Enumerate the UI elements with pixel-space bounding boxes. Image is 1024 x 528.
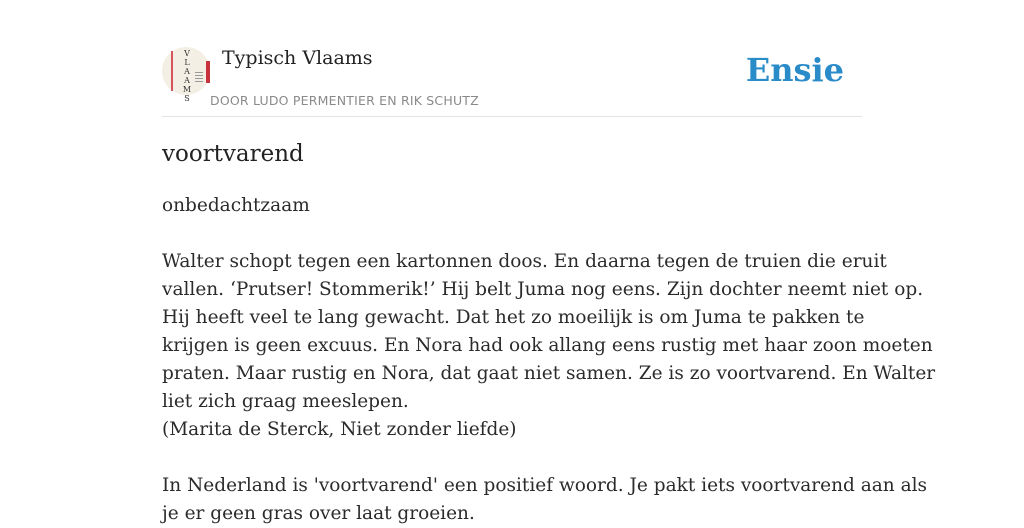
logo-letter: M <box>182 85 192 94</box>
logo-letter: A <box>184 76 190 85</box>
quote-line: vallen. ‘Prutser! Stommerik!’ Hij belt Juma nog eens. Zijn dochter neemt niet op. <box>162 279 924 300</box>
author-byline: DOOR LUDO PERMENTIER EN RIK SCHUTZ <box>210 93 479 108</box>
blog-header <box>162 0 862 117</box>
blog-logo[interactable] <box>162 47 210 103</box>
blog-title[interactable]: Typisch Vlaams <box>222 47 373 69</box>
quote-line: Walter schopt tegen een kartonnen doos. En daarna tegen de truien die eruit <box>162 251 887 272</box>
paragraph-line: je er geen gras over laat groeien. <box>162 503 475 524</box>
logo-letter: A <box>184 67 190 76</box>
logo-letter: L <box>184 58 190 67</box>
quote-source: (Marita de Sterck, Niet zonder liefde) <box>162 419 517 440</box>
quote-line: liet zich graag meeslepen. <box>162 391 409 412</box>
logo-lines <box>195 72 203 84</box>
quote-line: praten. Maar rustig en Nora, dat gaat niet samen. Ze is zo voortvarend. En Walter <box>162 363 936 384</box>
logo-lettering <box>180 49 194 103</box>
explanation-paragraph <box>162 472 928 528</box>
logo-letter: S <box>184 94 190 103</box>
quote-line: Hij heeft veel te lang gewacht. Dat het zo moeilijk is om Juma te pakken te <box>162 307 865 328</box>
quote-block <box>162 248 936 444</box>
entry-definition: onbedachtzaam <box>162 195 310 216</box>
quote-line: krijgen is geen excuus. En Nora had ook allang eens rustig met haar zoon moeten <box>162 335 933 356</box>
entry-title: voortvarend <box>162 141 304 167</box>
logo-letter: V <box>184 49 190 58</box>
page <box>162 0 936 524</box>
logo-rule-accent <box>206 61 210 83</box>
logo-rule <box>171 51 173 91</box>
paragraph-line: In Nederland is 'voortvarend' een positief woord. Je pakt iets voortvarend aan als <box>162 475 928 496</box>
ensie-brand-link[interactable]: Ensie <box>745 51 844 89</box>
